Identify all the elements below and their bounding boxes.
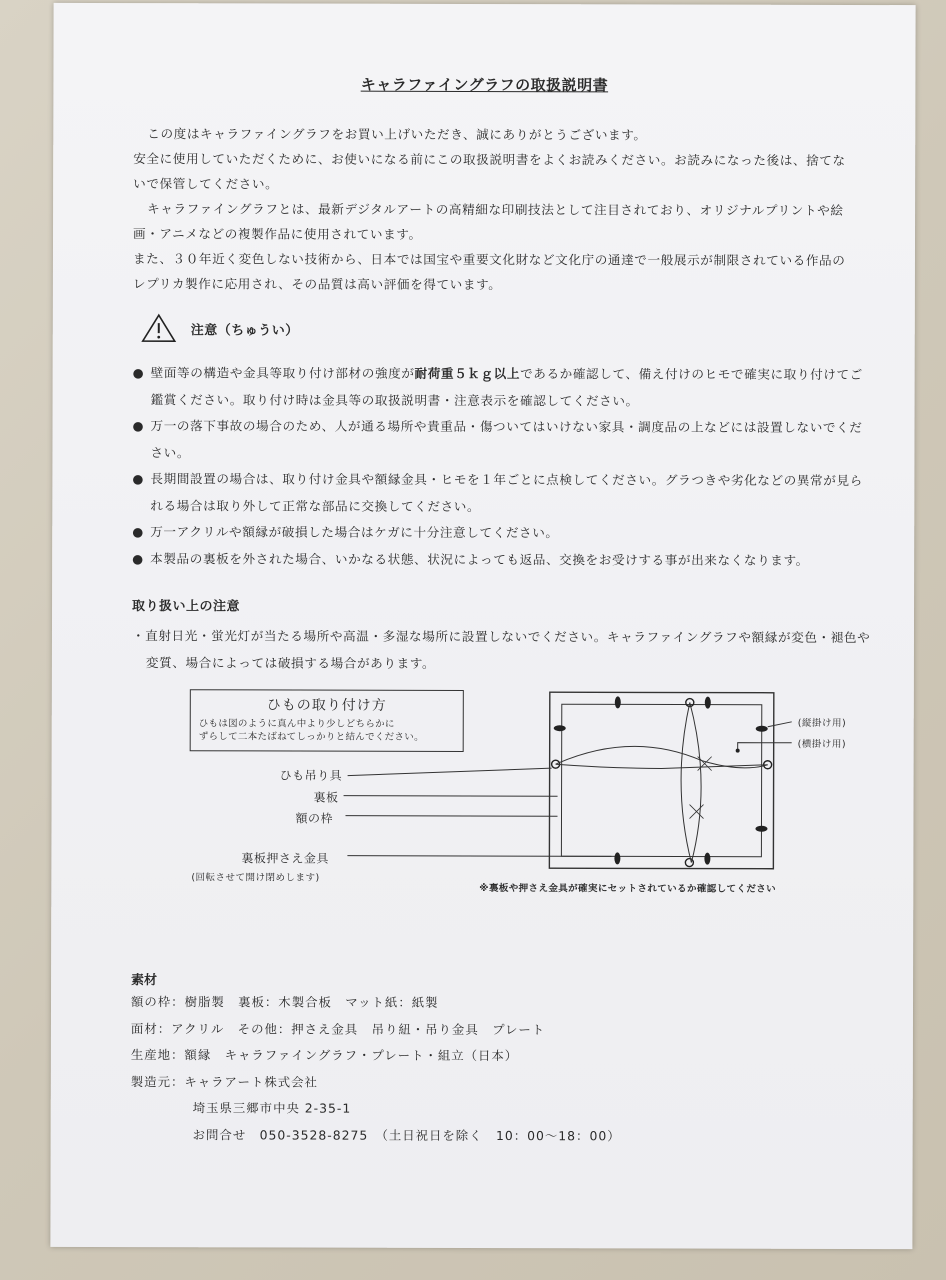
manufacturer-address: 埼玉県三郷市中央 2-35-1 [192, 1100, 352, 1116]
caution-label: 注意（ちゅうい） [190, 322, 299, 339]
caution-text: 壁面等の構造や金具等取り付け部材の強度が [150, 365, 415, 381]
diagram-note: ※裏板や押さえ金具が確実にセットされているか確認してください [479, 882, 777, 895]
label-backboard: 裏板 [313, 790, 339, 805]
bullet: ● [132, 471, 144, 487]
string-vertical [681, 703, 692, 863]
string-instructions-desc: ずらして二本たばねてしっかりと結んでください。 [198, 731, 424, 743]
caution-text: 万一アクリルや額縁が破損した場合はケガに十分注意してください。 [150, 524, 559, 541]
leader-vertical [768, 722, 792, 727]
intro-paragraph: キャラファイングラフとは、最新デジタルアートの高精細な印刷技法として注目されており、オリジナルプリントや絵画・アニメなどの複製作品に使用されています。 [133, 201, 844, 242]
materials-line: 額の枠：樹脂製 裏板：木製合板 マット紙：紙製 [130, 994, 439, 1010]
leader-clip [347, 856, 611, 857]
materials-line: 面材：アクリル その他：押さえ金具 吊り紐・吊り金具 プレート [130, 1020, 546, 1037]
label-clip: 裏板押さえ金具 [241, 851, 329, 866]
clip-top-right [705, 697, 711, 709]
clip-bottom-left [614, 852, 620, 864]
materials-line: 生産地：額縁 キャラファイングラフ・プレート・組立（日本） [130, 1047, 519, 1064]
bullet: ● [132, 365, 145, 381]
backboard [561, 704, 761, 857]
bullet: ● [132, 524, 144, 540]
caution-text: 長期間設置の場合は、取り付け金具や額縁金具・ヒモを１年ごとに点検してください。グラつきや劣化などの異常が見られる場合は取り外して正常な部品に交換してください。 [150, 471, 863, 514]
intro-paragraph: 安全に使用していただくために、お使いになる前にこの取扱説明書をよくお読みください。お読みになった後は、捨てないで保管してください。 [133, 151, 846, 192]
caution-emphasis: 耐荷重５ｋｇ以上 [414, 365, 521, 382]
contact-info: お問合せ 050-3528-8275 （土日祝日を除く 10：00〜18：00） [192, 1126, 621, 1143]
label-vertical: (縦掛け用) [797, 717, 847, 729]
materials-line: 製造元：キャラアート株式会社 [130, 1073, 318, 1090]
intro-paragraph: この度はキャラファイングラフをお買い上げいただき、誠にありがとうございます。 [147, 126, 647, 143]
materials-heading: 素材 [131, 973, 158, 989]
caution-text: 万一の落下事故の場合のため、人が通る場所や貴重品・傷ついてはいけない家具・調度品の上などには設置しないでください。 [150, 418, 863, 460]
handling-item: ・直射日光・蛍光灯が当たる場所や高温・多湿な場所に設置しないでください。キャラファイングラフや額縁が変色・褪色や変質、場合によっては破損する場合があります。 [131, 628, 871, 671]
label-frame: 額の枠 [295, 811, 334, 826]
string-horizontal [556, 746, 768, 768]
leader-hook [348, 768, 552, 777]
bullet: ● [132, 418, 145, 434]
frame-outer [549, 692, 773, 869]
document-title: キャラファイングラフの取扱説明書 [360, 75, 609, 95]
string-instructions-title: ひもの取り付け方 [266, 697, 387, 714]
string-horizontal-2 [556, 764, 768, 769]
handling-heading: 取り扱い上の注意 [132, 599, 241, 615]
clip-right-top [756, 726, 768, 732]
string-instructions-desc: ひもは図のように真ん中より少しどちらかに [198, 718, 395, 730]
leader-horizontal [738, 743, 792, 751]
label-clip-note: (回転させて開け閉めします) [191, 872, 320, 884]
string-vertical-2 [689, 703, 701, 863]
caution-text: であるか確認して、備え付けのヒモで確実に取り付けてご鑑賞ください。取り付け時は金具等の取扱説明書・注意表示を確認してください。 [150, 366, 863, 408]
label-horizontal: (横掛け用) [797, 738, 847, 750]
leader-frame [346, 816, 558, 817]
intro-paragraph: また、３０年近く変色しない技術から、日本では国宝や重要文化財など文化庁の通達で一般展示が制限されている作品のレプリカ製作に応用され、その品質は高い評価を得ています。 [132, 251, 846, 293]
clip-bottom-right [704, 853, 710, 865]
clip-left-top [554, 725, 566, 731]
clip-top-left [615, 696, 621, 708]
label-hook: ひも吊り具 [279, 768, 343, 783]
clip-right-bottom [755, 826, 767, 832]
hook-top [686, 699, 694, 707]
instruction-sheet [50, 3, 915, 1249]
materials-list [131, 989, 831, 1150]
bullet: ● [132, 550, 144, 566]
caution-text: 本製品の裏板を外された場合、いかなる状態、状況によっても返品、交換をお受けする事が出来なくなります。 [150, 550, 809, 568]
leader-backboard [344, 796, 558, 797]
